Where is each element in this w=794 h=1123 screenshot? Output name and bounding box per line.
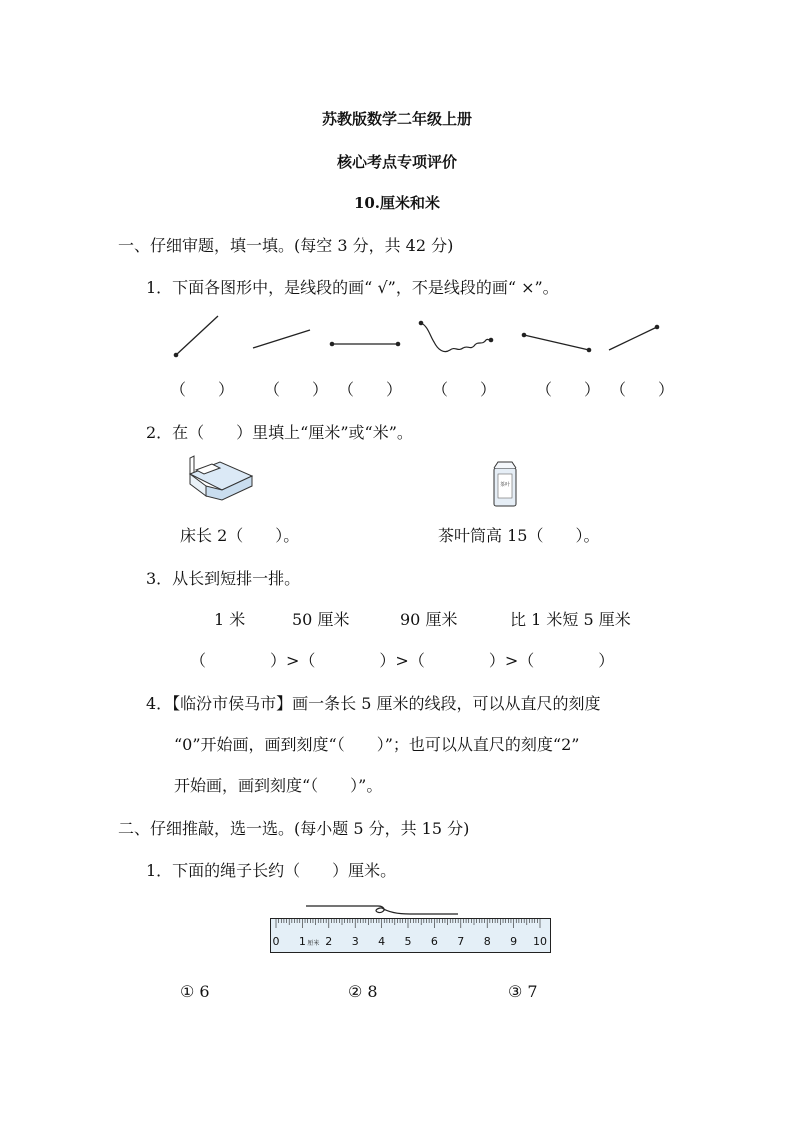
q3-item-3: 90 厘米 bbox=[400, 610, 458, 629]
bed-illustration bbox=[186, 454, 256, 504]
option-1[interactable]: ① 6 bbox=[180, 982, 210, 1001]
ruler-tick-label: 8 bbox=[483, 935, 491, 948]
bed-label: 床长 2（ ）。 bbox=[180, 526, 300, 545]
ruler-tick-label: 7 bbox=[457, 935, 465, 948]
option-3[interactable]: ③ 7 bbox=[508, 982, 538, 1001]
ruler-tick-label: 9 bbox=[510, 935, 518, 948]
ruler-tick-label: 4 bbox=[378, 935, 386, 948]
tea-can-illustration bbox=[490, 460, 520, 510]
section2-heading: 二、仔细推敲，选一选。(每小题 5 分，共 15 分) bbox=[118, 819, 470, 838]
ruler-tick-label: 3 bbox=[351, 935, 359, 948]
q4-text-line2[interactable]: “0”开始画，画到刻度“（ ）”；也可以从直尺的刻度“2” bbox=[174, 735, 580, 754]
section1-heading: 一、仔细审题，填一填。(每空 3 分，共 42 分) bbox=[118, 236, 454, 255]
q1-figures bbox=[0, 310, 794, 370]
figure-2-line bbox=[253, 330, 310, 348]
ruler-tick-label: 0 bbox=[272, 935, 280, 948]
q4-text-line1: 4．【临汾市侯马市】画一条长 5 厘米的线段，可以从直尺的刻度 bbox=[146, 694, 601, 713]
q1-blank-3[interactable]: （ ） bbox=[338, 380, 403, 399]
q1-blank-2[interactable]: （ ） bbox=[264, 380, 329, 399]
s2-q1-text: 1．下面的绳子长约（ ）厘米。 bbox=[146, 861, 397, 880]
q1-blank-5[interactable]: （ ） bbox=[536, 380, 601, 399]
figure-4-curve bbox=[421, 323, 491, 352]
q3-item-4: 比 1 米短 5 厘米 bbox=[510, 610, 631, 629]
q1-blank-4[interactable]: （ ） bbox=[432, 380, 497, 399]
q1-blank-6[interactable]: （ ） bbox=[610, 380, 675, 399]
q3-text: 3．从长到短排一排。 bbox=[146, 569, 301, 588]
q2-text: 2．在（ ）里填上“厘米”或“米”。 bbox=[146, 423, 413, 442]
ruler-tick-label: 10 bbox=[533, 935, 547, 948]
tea-can-label-text: 茶叶筒高 15（ ）。 bbox=[438, 526, 600, 545]
ruler-tick-label: 2 bbox=[325, 935, 333, 948]
ruler-unit-label: 厘米 bbox=[307, 940, 320, 947]
q3-item-1: 1 米 bbox=[214, 610, 246, 629]
figure-6-ray bbox=[609, 327, 657, 350]
option-2[interactable]: ② 8 bbox=[348, 982, 378, 1001]
document-subtitle: 核心考点专项评价 bbox=[336, 153, 457, 171]
ruler bbox=[270, 918, 552, 954]
q1-text: 1．下面各图形中，是线段的画“ √”，不是线段的画“ ×”。 bbox=[146, 278, 559, 297]
ruler-tick-label: 5 bbox=[404, 935, 412, 948]
q4-text-line3[interactable]: 开始画，画到刻度“（ ）”。 bbox=[174, 776, 383, 795]
figure-1-ray bbox=[176, 316, 218, 355]
ruler-tick-label: 1 bbox=[298, 935, 306, 948]
rope bbox=[300, 898, 500, 918]
q3-item-2: 50 厘米 bbox=[292, 610, 350, 629]
q3-order-blanks[interactable]: （ ）>（ ）>（ ）>（ ） bbox=[190, 651, 615, 670]
figure-5-segment bbox=[524, 335, 589, 350]
tea-can-label: 茶叶 bbox=[499, 482, 511, 488]
q1-blank-1[interactable]: （ ） bbox=[170, 380, 235, 399]
document-title: 苏教版数学二年级上册 bbox=[321, 110, 472, 128]
ruler-tick-label: 6 bbox=[430, 935, 438, 948]
document-topic: 10.厘米和米 bbox=[353, 194, 441, 212]
